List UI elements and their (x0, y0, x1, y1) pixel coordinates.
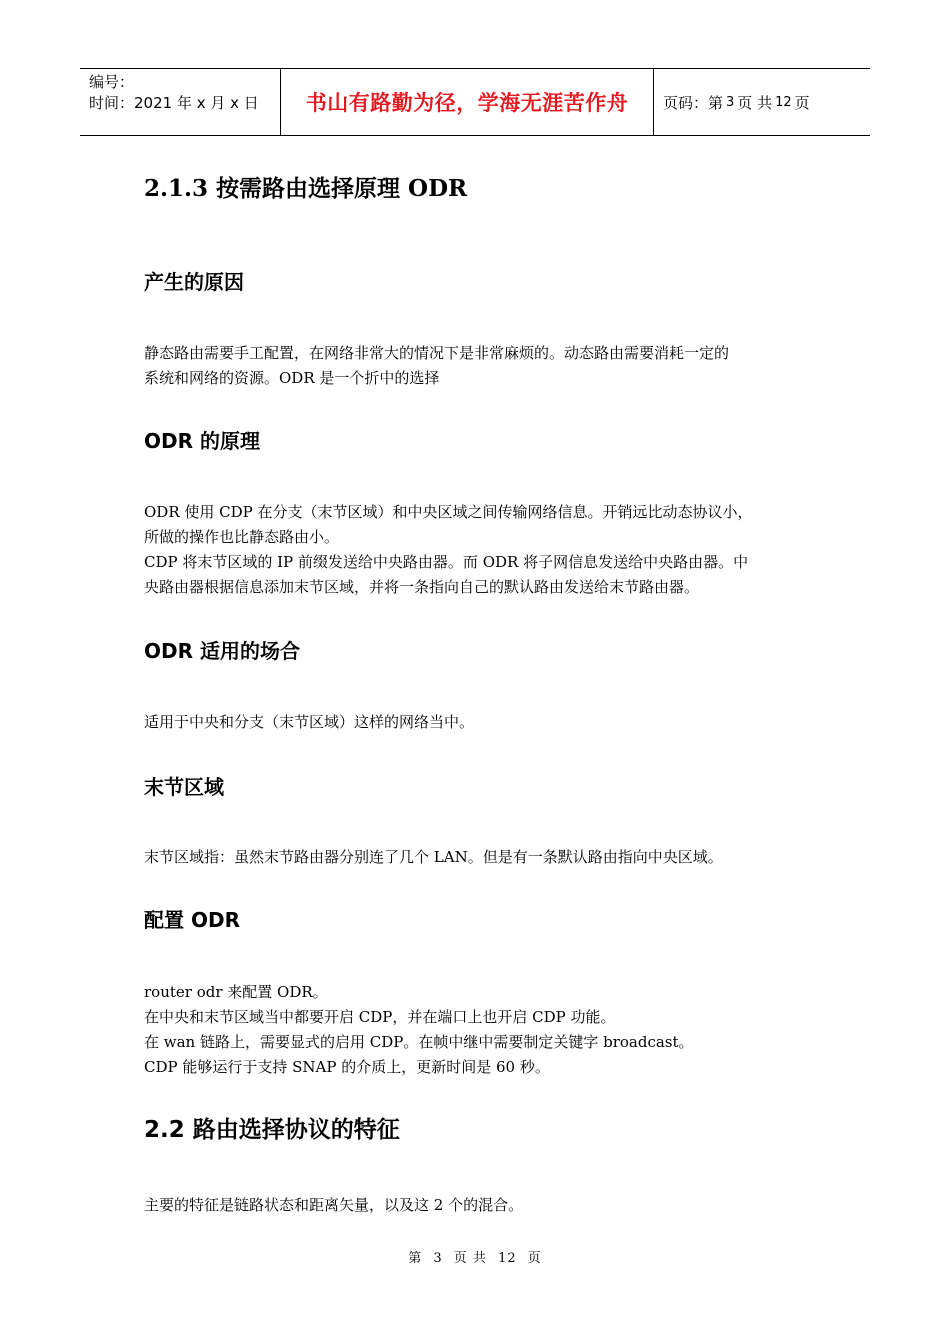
paragraph-line: 末节区域指：虽然末节路由器分别连了几个 LAN。但是有一条默认路由指向中央区域。 (144, 848, 723, 866)
paragraph-line: ODR 使用 CDP 在分支（末节区域）和中央区域之间传输网络信息。开销远比动态协议小， (144, 503, 753, 521)
stub-paragraph (144, 845, 834, 870)
footer-total: 12 (498, 1251, 517, 1266)
section-title: 2.1.3 按需路由选择原理 ODR (144, 175, 468, 202)
paragraph-line: 静态路由需要手工配置，在网络非常大的情况下是非常麻烦的。动态路由需要消耗一定的 (144, 344, 730, 362)
paragraph-line: CDP 将末节区域的 IP 前缀发送给中央路由器。而 ODR 将子网信息发送给中央路由器。中 (144, 553, 749, 571)
reason-paragraph (144, 341, 834, 391)
header-page-cell (654, 69, 870, 135)
paragraph-line: 在 wan 链路上，需要显式的启用 CDP。在帧中继中需要制定关键字 broadcast。 (144, 1033, 694, 1051)
features-paragraph (144, 1193, 834, 1218)
usage-heading: ODR 适用的场合 (144, 639, 300, 663)
paragraph-line: 主要的特征是链路状态和距离矢量，以及这 2 个的混合。 (144, 1196, 524, 1214)
config-heading: 配置 ODR (144, 908, 240, 932)
footer-mid: 页 共 (453, 1251, 487, 1266)
page-mid: 页 共 (737, 93, 773, 112)
header-meta-cell (80, 69, 281, 135)
features-heading: 2.2 路由选择协议的特征 (144, 1117, 400, 1143)
config-paragraph (144, 980, 834, 1080)
page-current: 3 (726, 94, 735, 110)
page-header (80, 68, 870, 136)
header-motto: 书山有路勤为径，学海无涯苦作舟 (305, 91, 629, 115)
paragraph-line: CDP 能够运行于支持 SNAP 的介质上，更新时间是 60 秒。 (144, 1058, 550, 1076)
footer-current: 3 (433, 1251, 443, 1266)
footer-prefix: 第 (408, 1251, 423, 1266)
principle-heading: ODR 的原理 (144, 429, 260, 453)
usage-paragraph (144, 710, 834, 735)
principle-paragraph (144, 500, 834, 600)
reason-heading: 产生的原因 (144, 270, 244, 294)
page-footer (0, 1247, 950, 1266)
date-label: 时间：2021 年 x 月 x 日 (89, 94, 259, 112)
stub-heading: 末节区域 (144, 775, 224, 799)
paragraph-line: 在中央和末节区域当中都要开启 CDP，并在端口上也开启 CDP 功能。 (144, 1008, 616, 1026)
header-motto-cell (281, 69, 654, 135)
paragraph-line: 适用于中央和分支（末节区域）这样的网络当中。 (144, 713, 475, 731)
page-prefix: 页码：第 (663, 93, 724, 112)
page-total: 12 (775, 94, 792, 110)
paragraph-line: 所做的操作也比静态路由小。 (144, 528, 340, 546)
serial-number-label: 编号： (89, 73, 135, 91)
paragraph-line: 央路由器根据信息添加末节区域，并将一条指向自己的默认路由发送给末节路由器。 (144, 578, 700, 596)
footer-suffix: 页 (527, 1251, 542, 1266)
paragraph-line: router odr 来配置 ODR。 (144, 983, 328, 1001)
paragraph-line: 系统和网络的资源。ODR 是一个折中的选择 (144, 369, 440, 387)
page-suffix: 页 (794, 93, 810, 112)
